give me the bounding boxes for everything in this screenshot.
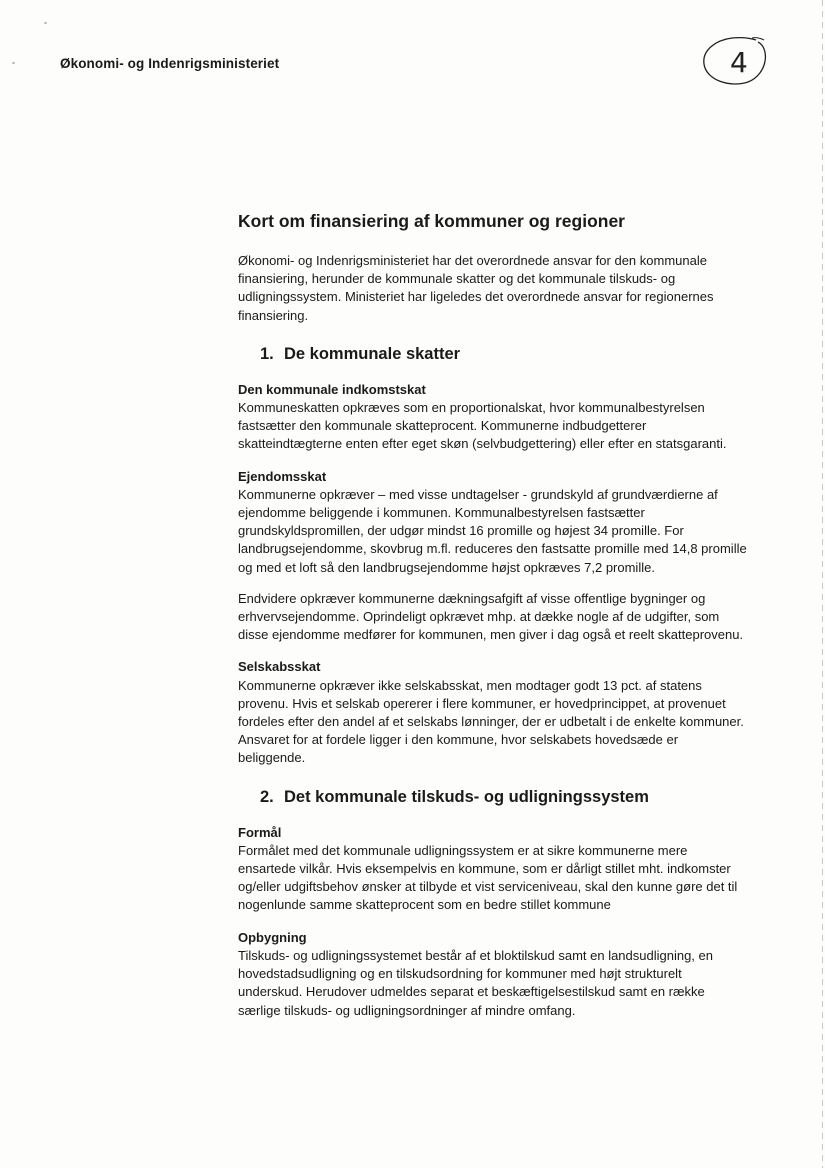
handwritten-page-number — [700, 34, 768, 88]
scan-speck — [12, 62, 15, 64]
subsection-heading: Ejendomsskat — [238, 468, 327, 484]
section-number: 1. — [260, 344, 274, 363]
section-title-text: Det kommunale tilskuds- og udligningssystem — [284, 787, 649, 806]
document-body — [238, 210, 748, 1034]
paragraph: Kommunerne opkræver – med visse undtagelser - grundskyld af grundværdierne af ejendomme beliggende i kommunen. Kommunalbestyrelsen fastsætter grundskyldspromillen, der udgør mindst 16 promille og højest 34 promille. For landbrugsejendomme, skovbrug m.fl. reduceres den fastsatte promille med 14,8 promille og med et loft så den landbrugsejendomme højst opkræves 7,2 promille. — [238, 486, 747, 575]
paragraph: Formålet med det kommunale udligningssystem er at sikre kommunerne mere ensartede vilkår. Hvis eksempelvis en kommune, som er dårligt stillet mht. indkomster og/eller udgiftsbehov ønsker at tilbyde et vist serviceniveau, skal den kunne gøre det til nogenlunde samme skatteprocent som en bedre stillet kommune — [238, 842, 738, 913]
subsection-heading: Formål — [238, 824, 282, 840]
subsection-heading: Selskabsskat — [238, 659, 321, 675]
subsection — [238, 658, 748, 767]
subsection — [238, 929, 748, 1020]
paragraph: Tilskuds- og udligningssystemet består af et bloktilskud samt en landsudligning, en hovedstadsudligning og en tilskudsordning for kommuner med højt strukturelt underskud. Herudover udmeldes separat et beskæftigelsestilskud samt en række særlige tilskuds- og udligningsordninger af mindre omfang. — [238, 947, 713, 1018]
page-number-text: 4 — [730, 46, 748, 79]
subsection — [238, 824, 748, 915]
paragraph: Kommunerne opkræver ikke selskabsskat, men modtager godt 13 pct. af statens provenu. Hvis et selskab opererer i flere kommuner, er hovedprincippet, at provenuet fordeles efter den andel af et selskabs lønninger, der er udbetalt i de enkelte kommuner. Ansvaret for at fordele ligger i den kommune, hvor selskabets hovedsæde er beliggende. — [238, 677, 744, 766]
section-title-text: De kommunale skatter — [284, 344, 461, 363]
subsection-heading: Opbygning — [238, 929, 307, 945]
subsection — [238, 468, 748, 645]
subsection-heading: Den kommunale indkomstskat — [238, 381, 426, 397]
section-heading — [260, 786, 748, 808]
ministry-header: Økonomi- og Indenrigsministeriet — [60, 56, 280, 71]
intro-paragraph: Økonomi- og Indenrigsministeriet har det overordnede ansvar for den kommunale finansiering, herunder de kommunale skatter og det kommunale tilskuds- og udligningssystem. Ministeriet har ligeledes det overordnede ansvar for regionernes finansiering. — [238, 253, 714, 323]
section-number: 2. — [260, 787, 274, 806]
paragraph: Kommuneskatten opkræves som en proportionalskat, hvor kommunalbestyrelsen fastsætter den kommunale skatteprocent. Kommunerne indbudgetterer skatteindtægterne enten efter eget skøn (selvbudgettering) eller efter en statsgaranti. — [238, 400, 727, 452]
circled-number-mark — [700, 34, 768, 88]
scan-edge-line — [822, 0, 823, 1168]
subsection — [238, 381, 748, 454]
section-heading — [260, 343, 748, 365]
scan-speck — [44, 22, 47, 24]
document-title: Kort om finansiering af kommuner og regioner — [238, 211, 625, 231]
paragraph: Endvidere opkræver kommunerne dækningsafgift af visse offentlige bygninger og erhvervsejendomme. Oprindeligt opkrævet mhp. at dække nogle af de udgifter, som disse ejendomme medfører for kommunen, men giver i dag også et reelt skatteprovenu. — [238, 590, 744, 643]
